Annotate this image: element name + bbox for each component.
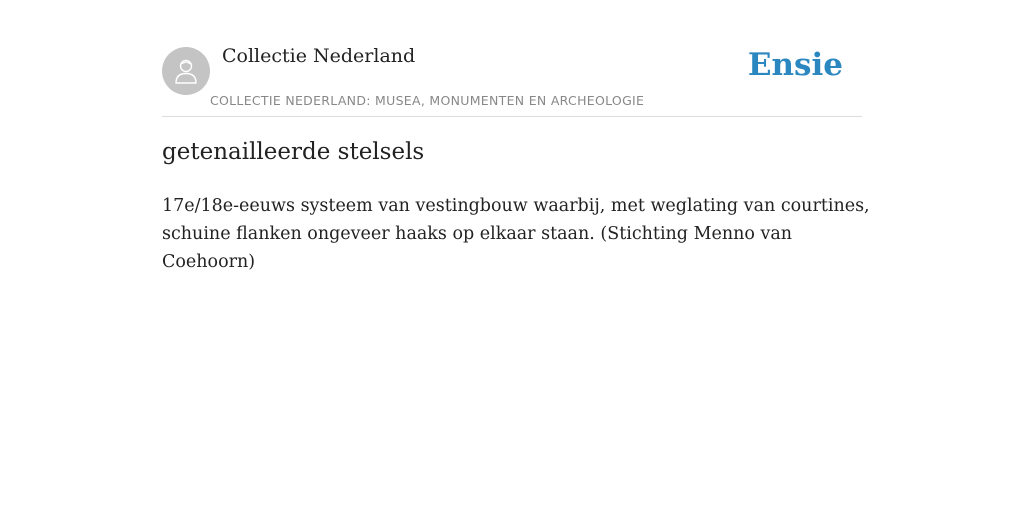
entry-term: getenailleerde stelsels xyxy=(162,139,425,165)
entry-definition: 17e/18e-eeuws systeem van vestingbouw waarbij, met weglating van courtines, schuine flanken ongeveer haaks op elkaar staan. (Stichting Menno van Coehoorn) xyxy=(162,196,870,272)
page xyxy=(162,0,870,512)
user-avatar-icon xyxy=(171,56,201,86)
brand-logo[interactable]: Ensie xyxy=(747,47,843,83)
entry-header xyxy=(162,0,862,117)
collection-link[interactable]: COLLECTIE NEDERLAND: MUSEA, MONUMENTEN EN ARCHEOLOGIE xyxy=(210,93,645,108)
author-name[interactable]: Collectie Nederland xyxy=(222,45,416,67)
avatar[interactable] xyxy=(162,47,210,95)
